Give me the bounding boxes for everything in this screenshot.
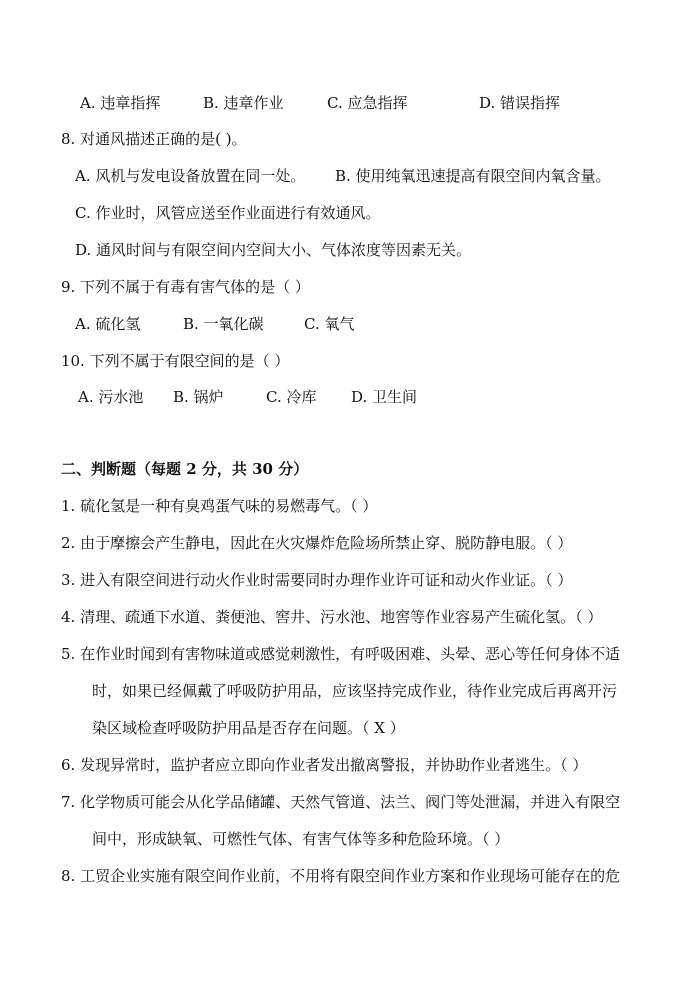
tf-item-4: 4. 清理、疏通下水道、粪便池、窖井、污水池、地窖等作业容易产生硫化氢。（ ）	[61, 608, 603, 626]
q8-option-d: D. 通风时间与有限空间内空间大小、气体浓度等因素无关。	[75, 241, 472, 259]
tf-item-5-cont-1: 时，如果已经佩戴了呼吸防护用品，应该坚持完成作业，待作业完成后再离开污	[92, 682, 618, 700]
tf-item-5: 5. 在作业时闻到有害物味道或感觉刺激性，有呼吸困难、头晕、恶心等任何身体不适	[61, 645, 621, 663]
q10-option-c: C. 冷库	[266, 388, 317, 406]
q10-option-b: B. 锅炉	[173, 388, 224, 406]
tf-item-1: 1. 硫化氢是一种有臭鸡蛋气味的易燃毒气。（ ）	[61, 497, 378, 515]
q8-option-c: C. 作业时，风管应送至作业面进行有效通风。	[75, 204, 381, 222]
q8-option-a: A. 风机与发电设备放置在同一处。	[75, 167, 306, 185]
q8-option-b: B. 使用纯氧迅速提高有限空间内氧含量。	[335, 167, 611, 185]
q7-option-b: B. 违章作业	[203, 94, 284, 112]
q10-stem: 10. 下列不属于有限空间的是（ ）	[61, 352, 290, 370]
tf-item-7-cont: 间中，形成缺氧、可燃性气体、有害气体等多种危险环境。（ ）	[92, 830, 510, 848]
q9-option-b: B. 一氧化碳	[183, 315, 264, 333]
section-title: 二、判断题（每题 2 分，共 30 分）	[61, 460, 309, 478]
q8-stem: 8. 对通风描述正确的是( )。	[61, 130, 247, 148]
q9-option-c: C. 氧气	[304, 315, 355, 333]
q7-option-c: C. 应急指挥	[327, 94, 408, 112]
tf-item-3: 3. 进入有限空间进行动火作业时需要同时办理作业许可证和动火作业证。（ ）	[61, 571, 573, 589]
q7-option-a: A. 违章指挥	[80, 94, 161, 112]
tf-item-7: 7. 化学物质可能会从化学品储罐、天然气管道、法兰、阀门等处泄漏，并进入有限空	[61, 793, 621, 811]
tf-item-8: 8. 工贸企业实施有限空间作业前，不用将有限空间作业方案和作业现场可能存在的危	[61, 867, 621, 885]
q9-stem: 9. 下列不属于有毒有害气体的是（ ）	[61, 278, 310, 296]
q10-option-a: A. 污水池	[78, 388, 144, 406]
tf-item-5-cont-2: 染区域检查呼吸防护用品是否存在问题。（ X ）	[92, 719, 405, 737]
tf-item-2: 2. 由于摩擦会产生静电，因此在火灾爆炸危险场所禁止穿、脱防静电服。（ ）	[61, 534, 573, 552]
tf-item-6: 6. 发现异常时，监护者应立即向作业者发出撤离警报，并协助作业者逃生。（ ）	[61, 756, 588, 774]
q9-option-a: A. 硫化氢	[75, 315, 141, 333]
q10-option-d: D. 卫生间	[351, 388, 418, 406]
q7-option-d: D. 错误指挥	[479, 94, 561, 112]
